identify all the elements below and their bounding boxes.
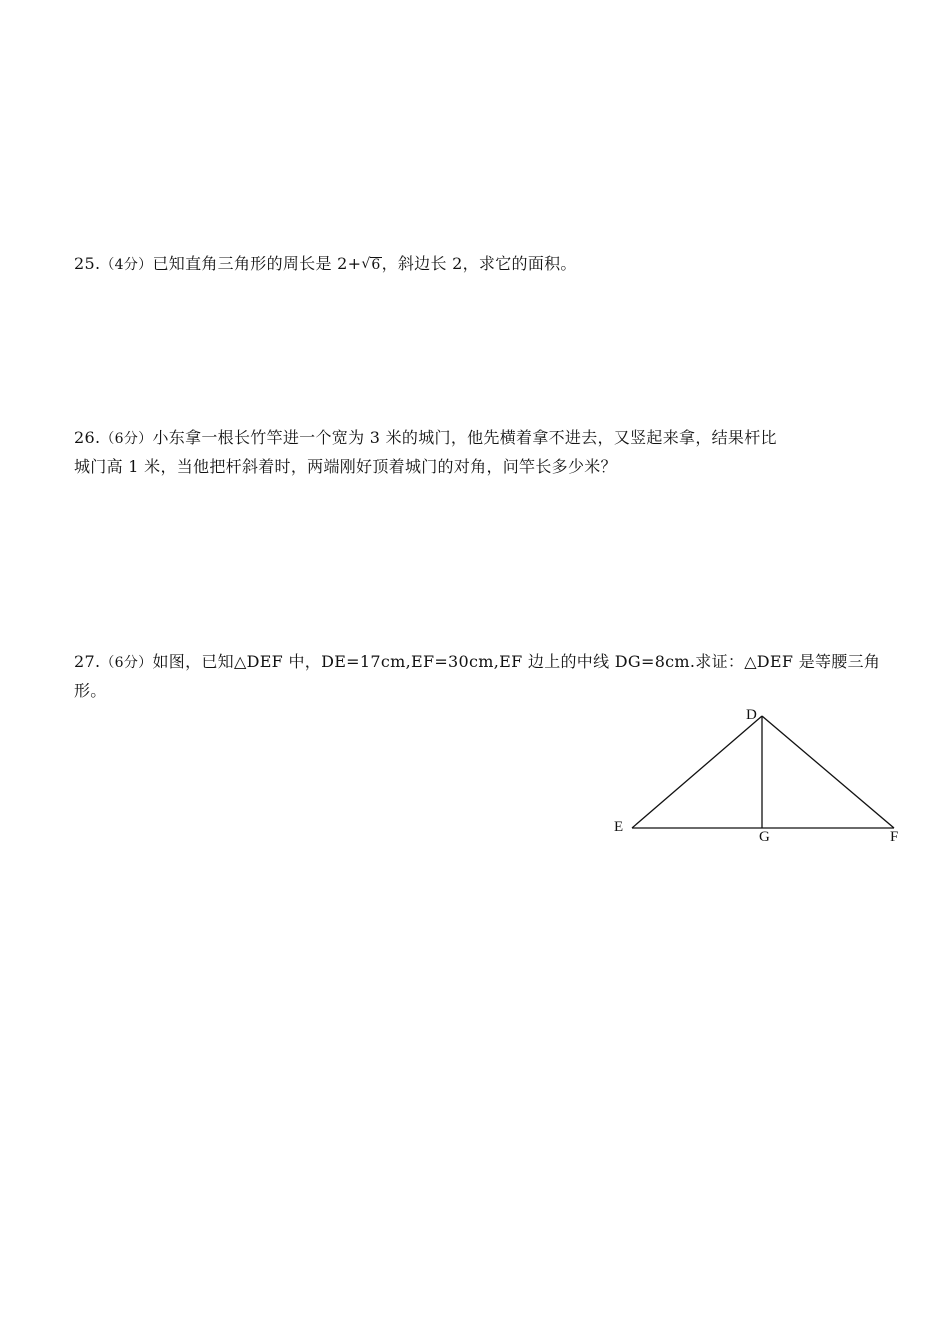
side-df [762,716,894,828]
sqrt-radicand: 6 [371,257,381,273]
vertex-label-e: E [614,819,624,835]
question-text-end: ，斜边长 2，求它的面积。 [381,254,577,273]
question-line-2: 城门高 1 米，当他把杆斜着时，两端刚好顶着城门的对角，问竿长多少米？ [74,457,617,476]
vertex-label-f: F [890,829,899,845]
question-line-2: 形。 [74,681,107,700]
question-number: 26. [74,428,101,447]
question-25 [74,250,884,279]
question-line-1 [74,648,884,677]
question-line-1 [74,424,884,453]
question-text: 如图，已知△DEF 中，DE=17cm,EF=30cm,EF 边上的中线 DG=8cm.求证：△DEF 是等腰三角 [152,652,881,671]
sqrt-expression [361,251,381,279]
question-text: 小东拿一根长竹竿进一个宽为 3 米的城门，他先横着拿不进去，又竖起来拿，结果杆比 [152,428,777,447]
point-label-g: G [759,829,770,845]
side-de [632,716,762,828]
triangle-def-figure [600,700,920,850]
question-text: 已知直角三角形的周长是 2+ [152,254,362,273]
question-number: 25. [74,254,101,273]
question-27 [74,648,884,705]
question-score: （4分） [100,257,153,273]
question-26 [74,424,884,481]
question-score: （6分） [100,431,153,447]
radical-sign-icon: √ [361,256,371,272]
question-score: （6分） [100,655,153,671]
vertex-label-d: D [746,707,757,723]
question-number: 27. [74,652,101,671]
